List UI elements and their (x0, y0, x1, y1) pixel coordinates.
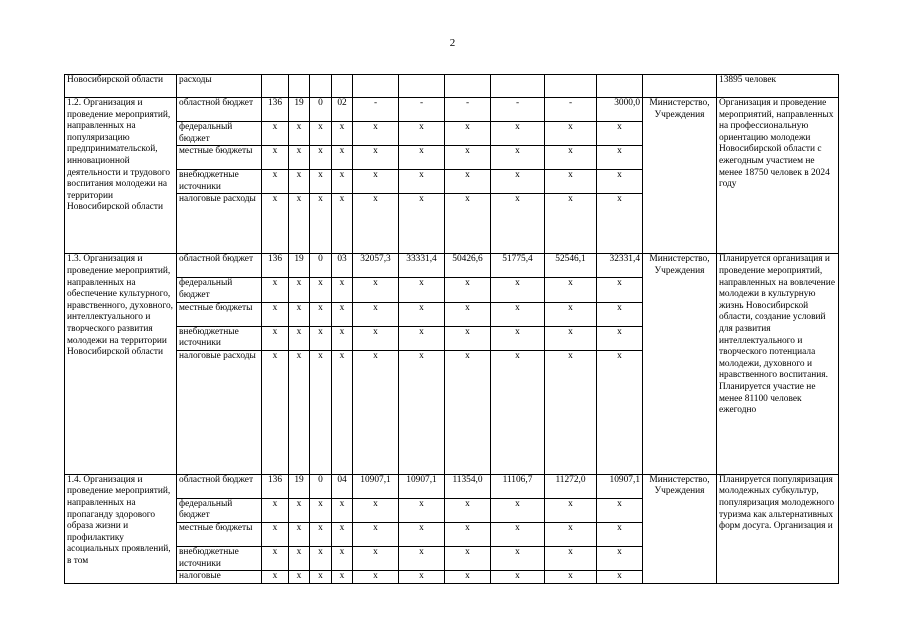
x-cell: x (597, 522, 643, 546)
executor-cell: Министерство, Учреждения (643, 254, 717, 474)
x-cell: x (491, 522, 545, 546)
x-cell: x (262, 194, 289, 254)
x-cell: x (289, 571, 310, 584)
code-cell: 19 (289, 474, 310, 498)
x-cell: x (289, 326, 310, 350)
table-row (65, 75, 839, 98)
result-cell: 13895 человек (717, 75, 839, 98)
x-cell: x (332, 546, 353, 570)
x-cell: x (289, 122, 310, 146)
value-cell: 32331,4 (597, 254, 643, 278)
value-cell: - (491, 98, 545, 122)
x-cell: x (545, 170, 597, 194)
source-cell: местные бюджеты (177, 146, 262, 170)
value-cell: 11106,7 (491, 474, 545, 498)
code-cell: 0 (310, 254, 332, 278)
x-cell: x (597, 571, 643, 584)
x-cell: x (262, 350, 289, 474)
x-cell: x (262, 278, 289, 302)
x-cell: x (545, 326, 597, 350)
result-cell: Планируется популяризация молодежных субкультур, популяризация молодежного туризма как альтернативных форм досуга. Организация и (717, 474, 839, 583)
value-cell: 10907,1 (399, 474, 445, 498)
source-cell: федеральный бюджет (177, 122, 262, 146)
x-cell: x (445, 122, 491, 146)
x-cell: x (289, 146, 310, 170)
x-cell: x (262, 571, 289, 584)
table-row (65, 474, 839, 498)
x-cell: x (262, 146, 289, 170)
x-cell: x (310, 498, 332, 522)
activity-name-cell: Новосибирской области (65, 75, 177, 98)
code-cell: 136 (262, 474, 289, 498)
value-cell: 33331,4 (399, 254, 445, 278)
executor-cell: Министерство, Учреждения (643, 474, 717, 583)
x-cell: x (310, 278, 332, 302)
x-cell: x (262, 546, 289, 570)
code-cell: 136 (262, 98, 289, 122)
x-cell: x (399, 326, 445, 350)
x-cell: x (491, 326, 545, 350)
x-cell: x (399, 302, 445, 326)
code-cell: 19 (289, 254, 310, 278)
source-cell: налоговые расходы (177, 350, 262, 474)
code-cell: 0 (310, 474, 332, 498)
x-cell: x (399, 146, 445, 170)
x-cell: x (353, 498, 399, 522)
x-cell: x (445, 546, 491, 570)
x-cell: x (545, 546, 597, 570)
x-cell: x (399, 170, 445, 194)
x-cell: x (310, 326, 332, 350)
x-cell: x (399, 278, 445, 302)
x-cell: x (445, 194, 491, 254)
x-cell: x (445, 571, 491, 584)
value-cell: 32057,3 (353, 254, 399, 278)
value-cell: - (399, 98, 445, 122)
x-cell: x (262, 170, 289, 194)
x-cell: x (289, 170, 310, 194)
x-cell: x (597, 498, 643, 522)
x-cell: x (353, 326, 399, 350)
x-cell: x (262, 326, 289, 350)
x-cell: x (332, 122, 353, 146)
activity-name-cell: 1.4. Организация и проведение мероприятий, направленных на пропаганду здорового образа жизни и профилактику асоциальных проявлений, в том (65, 474, 177, 583)
x-cell: x (353, 278, 399, 302)
value-cell: - (545, 98, 597, 122)
x-cell: x (353, 571, 399, 584)
x-cell: x (445, 278, 491, 302)
x-cell: x (262, 302, 289, 326)
x-cell: x (289, 350, 310, 474)
x-cell: x (597, 194, 643, 254)
x-cell: x (545, 122, 597, 146)
value-cell: 3000,0 (597, 98, 643, 122)
executor-cell: Министерство, Учреждения (643, 98, 717, 254)
x-cell: x (597, 350, 643, 474)
x-cell: x (289, 498, 310, 522)
x-cell: x (332, 498, 353, 522)
code-cell: 136 (262, 254, 289, 278)
value-cell: 51775,4 (491, 254, 545, 278)
x-cell: x (332, 146, 353, 170)
table-row (65, 254, 839, 278)
x-cell: x (262, 122, 289, 146)
code-cell: 04 (332, 474, 353, 498)
source-cell: федеральный бюджет (177, 278, 262, 302)
x-cell: x (545, 302, 597, 326)
x-cell: x (289, 546, 310, 570)
x-cell: x (353, 194, 399, 254)
result-cell: Планируется организация и проведение мероприятий, направленных на вовлечение молодежи в культурную жизнь Новосибирской области, создание условий для развития интеллектуального и творческого потенциала молодежи, духовного и нравственного воспитания. Планируется участие не менее 81100 человек ежегодно (717, 254, 839, 474)
x-cell: x (332, 571, 353, 584)
x-cell: x (491, 194, 545, 254)
x-cell: x (491, 146, 545, 170)
source-cell: местные бюджеты (177, 302, 262, 326)
x-cell: x (262, 522, 289, 546)
x-cell: x (545, 571, 597, 584)
x-cell: x (310, 122, 332, 146)
code-cell: 19 (289, 98, 310, 122)
x-cell: x (445, 350, 491, 474)
x-cell: x (353, 302, 399, 326)
x-cell: x (332, 350, 353, 474)
x-cell: x (597, 302, 643, 326)
x-cell: x (310, 546, 332, 570)
x-cell: x (399, 571, 445, 584)
source-cell: областной бюджет (177, 98, 262, 122)
value-cell: 52546,1 (545, 254, 597, 278)
x-cell: x (310, 146, 332, 170)
code-cell: 02 (332, 98, 353, 122)
source-cell: внебюджетные источники (177, 546, 262, 570)
x-cell: x (289, 302, 310, 326)
x-cell: x (399, 546, 445, 570)
x-cell: x (597, 278, 643, 302)
x-cell: x (310, 522, 332, 546)
source-cell: расходы (177, 75, 262, 98)
x-cell: x (332, 278, 353, 302)
value-cell: 10907,1 (353, 474, 399, 498)
x-cell: x (597, 546, 643, 570)
x-cell: x (597, 122, 643, 146)
x-cell: x (445, 326, 491, 350)
x-cell: x (491, 122, 545, 146)
x-cell: x (445, 522, 491, 546)
value-cell: 11272,0 (545, 474, 597, 498)
x-cell: x (399, 498, 445, 522)
x-cell: x (545, 350, 597, 474)
x-cell: x (597, 146, 643, 170)
source-cell: областной бюджет (177, 254, 262, 278)
x-cell: x (332, 326, 353, 350)
x-cell: x (491, 302, 545, 326)
x-cell: x (310, 350, 332, 474)
x-cell: x (310, 170, 332, 194)
x-cell: x (310, 571, 332, 584)
x-cell: x (445, 170, 491, 194)
x-cell: x (353, 546, 399, 570)
source-cell: областной бюджет (177, 474, 262, 498)
value-cell: - (353, 98, 399, 122)
x-cell: x (399, 194, 445, 254)
x-cell: x (597, 170, 643, 194)
x-cell: x (399, 122, 445, 146)
x-cell: x (491, 571, 545, 584)
x-cell: x (491, 278, 545, 302)
x-cell: x (332, 522, 353, 546)
x-cell: x (353, 350, 399, 474)
source-cell: внебюджетные источники (177, 170, 262, 194)
x-cell: x (545, 146, 597, 170)
x-cell: x (597, 326, 643, 350)
x-cell: x (353, 522, 399, 546)
x-cell: x (262, 498, 289, 522)
source-cell: внебюджетные источники (177, 326, 262, 350)
activity-name-cell: 1.3. Организация и проведение мероприятий, направленных на обеспечение культурного, нравственного, духовного, интеллектуального и творческого развития молодежи на территории Новосибирской области (65, 254, 177, 474)
x-cell: x (545, 498, 597, 522)
x-cell: x (491, 498, 545, 522)
code-cell: 0 (310, 98, 332, 122)
source-cell: налоговые (177, 571, 262, 584)
x-cell: x (545, 278, 597, 302)
result-cell: Организация и проведение мероприятий, направленных на профессиональную ориентацию молодежи Новосибирской области с ежегодным участием не менее 18750 человек в 2024 году (717, 98, 839, 254)
value-cell: 11354,0 (445, 474, 491, 498)
x-cell: x (353, 122, 399, 146)
x-cell: x (332, 302, 353, 326)
x-cell: x (399, 522, 445, 546)
activities-table (64, 74, 839, 584)
value-cell: 50426,6 (445, 254, 491, 278)
x-cell: x (491, 170, 545, 194)
x-cell: x (491, 546, 545, 570)
x-cell: x (545, 194, 597, 254)
table-row (65, 98, 839, 122)
x-cell: x (445, 498, 491, 522)
x-cell: x (491, 350, 545, 474)
x-cell: x (289, 278, 310, 302)
source-cell: федеральный бюджет (177, 498, 262, 522)
x-cell: x (332, 170, 353, 194)
value-cell: - (445, 98, 491, 122)
x-cell: x (353, 170, 399, 194)
code-cell: 03 (332, 254, 353, 278)
source-cell: местные бюджеты (177, 522, 262, 546)
x-cell: x (289, 522, 310, 546)
x-cell: x (289, 194, 310, 254)
x-cell: x (545, 522, 597, 546)
page-number: 2 (449, 37, 456, 49)
x-cell: x (310, 302, 332, 326)
x-cell: x (353, 146, 399, 170)
x-cell: x (332, 194, 353, 254)
x-cell: x (445, 302, 491, 326)
value-cell: 10907,1 (597, 474, 643, 498)
activity-name-cell: 1.2. Организация и проведение мероприятий, направленных на популяризацию предпринимательской, инновационной деятельности и трудового воспитания молодежи на территории Новосибирской области (65, 98, 177, 254)
source-cell: налоговые расходы (177, 194, 262, 254)
x-cell: x (399, 350, 445, 474)
x-cell: x (445, 146, 491, 170)
x-cell: x (310, 194, 332, 254)
